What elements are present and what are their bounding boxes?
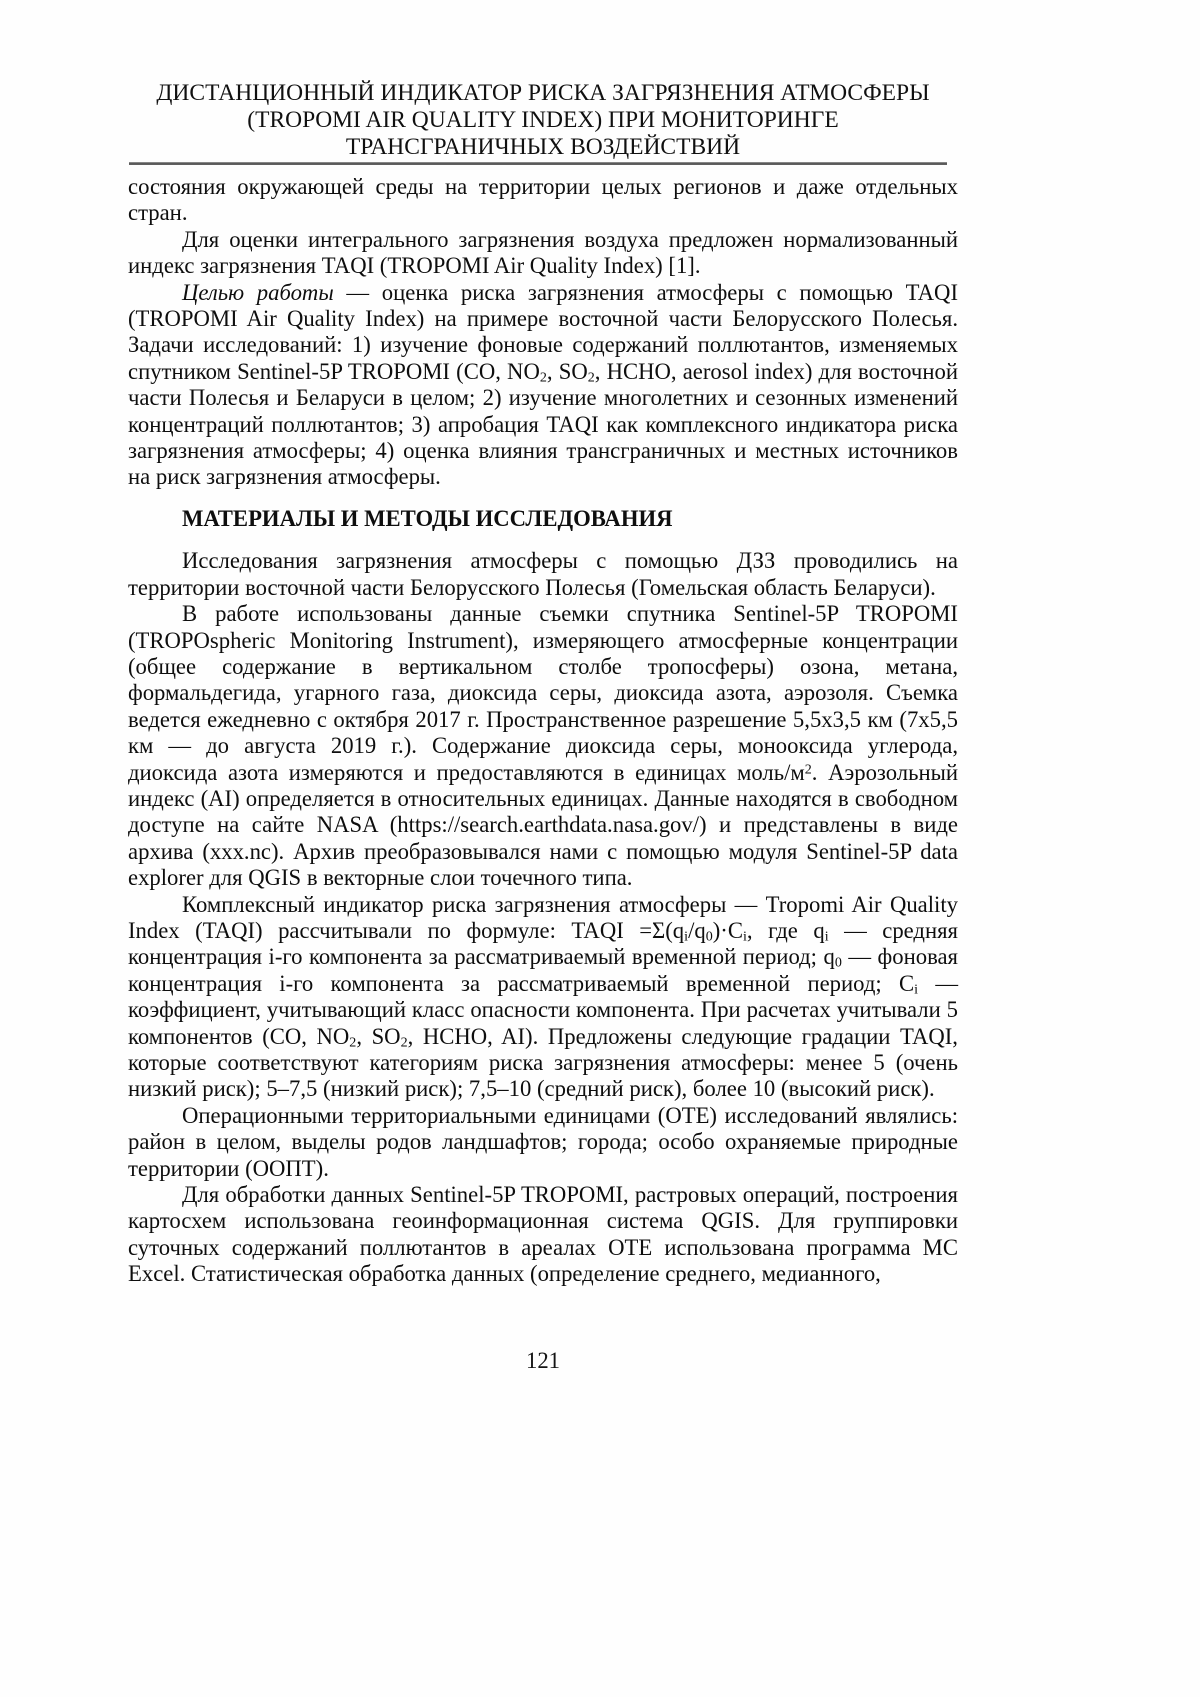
- paragraph-goal-and-tasks-segment-5: , HCHO, aerosol index) для восточной части Полесья и Беларуси в целом; 2) изучение многолетних и сезонных изменений концентраций поллютантов; 3) апробация TAQI как комплексного индикатора риска загрязнения атмосферы; 4) оценка влияния трансграничных и местных источников на риск загрязнения атмосферы.: [128, 358, 958, 490]
- paragraph-goal-and-tasks-segment-2: 2: [539, 369, 547, 386]
- paper-title-line-1: ДИСТАНЦИОННЫЙ ИНДИКАТОР РИСКА ЗАГРЯЗНЕНИЯ АТМОСФЕРЫ: [156, 80, 930, 106]
- paragraph-taqi-formula-segment-1: i: [684, 928, 689, 945]
- paragraph-taqi-formula-segment-13: 2: [349, 1034, 357, 1051]
- page-content: [128, 80, 958, 1288]
- paragraph-taqi-formula-segment-2: /q: [688, 917, 706, 943]
- paragraph-goal-and-tasks: [128, 280, 958, 491]
- paragraph-data-processing: [128, 1182, 958, 1288]
- paragraph-taqi-formula-segment-12: — коэффициент, учитывающий класс опасности компонента. При расчетах учитывали 5 компонентов (CO, NO: [128, 970, 958, 1049]
- paragraph-sentinel-data-segment-1: 2: [804, 761, 812, 778]
- section-heading-materials-methods-segment-0: МАТЕРИАЛЫ И МЕТОДЫ ИССЛЕДОВАНИЯ: [182, 505, 673, 531]
- paragraph-taqi-formula-segment-9: 0: [834, 954, 842, 971]
- title-divider-rule: [129, 162, 947, 165]
- paper-title-line-3: ТРАНСГРАНИЧНЫХ ВОЗДЕЙСТВИЙ: [345, 134, 741, 160]
- page-number: 121: [525, 1348, 561, 1373]
- section-heading-materials-methods: [128, 506, 958, 532]
- paragraph-taqi-proposed: [128, 227, 958, 280]
- paragraph-intro-continued: [128, 174, 958, 227]
- paragraph-goal-and-tasks-segment-4: 2: [587, 369, 595, 386]
- paragraph-taqi-formula-segment-6: , где q: [746, 917, 825, 943]
- paragraph-taqi-formula-segment-7: i: [824, 928, 829, 945]
- paragraph-taqi-formula-segment-15: 2: [400, 1034, 408, 1051]
- paragraph-taqi-formula-segment-0: Комплексный индикатор риска загрязнения атмосферы — Tropomi Air Quality Index (TAQI) рассчитывали по формуле: TAQI =Σ(q: [128, 891, 958, 943]
- paragraph-taqi-formula-segment-10: — фоновая концентрация i-го компонента за рассматриваемый временной период; C: [128, 944, 958, 996]
- paragraph-taqi-formula-segment-4: )·C: [712, 917, 743, 943]
- paragraph-sentinel-data: [128, 601, 958, 891]
- paragraph-study-area-segment-0: Исследования загрязнения атмосферы с помощью ДЗЗ проводились на территории восточной части Белорусского Полесья (Гомельская область Беларуси).: [128, 548, 958, 600]
- body-text: [128, 174, 958, 1288]
- paragraph-territorial-units-segment-0: Операционными территориальными единицами (ОТЕ) исследований являлись: район в целом, выделы родов ландшафтов; города; особо охраняемые природные территории (ООПТ).: [128, 1102, 958, 1181]
- paragraph-taqi-formula-segment-5: i: [743, 928, 747, 945]
- paragraph-territorial-units: [128, 1103, 958, 1182]
- paragraph-taqi-formula-segment-16: , HCHO, AI). Предложены следующие градации TAQI, которые соответствуют категориям риска загрязнения атмосферы: менее 5 (очень низкий риск); 5–7,5 (низкий риск); 7,5–10 (средний риск), более 10 (высокий риск).: [128, 1023, 958, 1102]
- paragraph-taqi-proposed-segment-0: Для оценки интегрального загрязнения воздуха предложен нормализованный индекс загрязнения TAQI (TROPOMI Air Quality Index) [1].: [128, 226, 958, 279]
- paper-title: [128, 80, 958, 161]
- paragraph-intro-continued-segment-0: состояния окружающей среды на территории целых регионов и даже отдельных стран.: [128, 174, 958, 226]
- paragraph-taqi-formula-segment-8: — средняя концентрация i-го компонента за рассматриваемый временной период; q: [128, 917, 958, 970]
- paragraph-study-area: [128, 548, 958, 601]
- paragraph-sentinel-data-segment-2: . Аэрозольный индекс (AI) определяется в относительных единицах. Данные находятся в свободном доступе на сайте NASA (https://search.earthdata.nasa.gov/) и представлены в виде архива (xxx.nc). Архив преобразовывался нами с помощью модуля Sentinel-5P data explorer для QGIS в векторные слои точечного типа.: [128, 759, 958, 891]
- paragraph-taqi-formula-segment-3: 0: [705, 928, 713, 945]
- paragraph-sentinel-data-segment-0: В работе использованы данные съемки спутника Sentinel-5P TROPOMI (TROPOspheric Monitoring Instrument), измеряющего атмосферные концентрации (общее содержание в вертикальном столбе тропосферы) озона, метана, формальдегида, угарного газа, диоксида серы, диоксида азота, аэрозоля. Съемка ведется ежедневно с октября 2017 г. Пространственное разрешение 5,5х3,5 км (7х5,5 км — до августа 2019 г.). Содержание диоксида серы, монооксида углерода, диоксида азота измеряются и предоставляются в единицах моль/м: [128, 601, 958, 785]
- paragraph-taqi-formula-segment-11: i: [914, 981, 919, 998]
- paragraph-goal-and-tasks-segment-0: Целью работы: [182, 279, 334, 305]
- paper-title-line-2: (TROPOMI AIR QUALITY INDEX) ПРИ МОНИТОРИНГЕ: [247, 107, 839, 133]
- paragraph-data-processing-segment-0: Для обработки данных Sentinel-5P TROPOMI, растровых операций, построения картосхем использована геоинформационная система QGIS. Для группировки суточных содержаний поллютантов в ареалах ОТЕ использована программа МС Excel. Статистическая обработка данных (определение среднего, медианного,: [128, 1182, 958, 1287]
- paragraph-taqi-formula-segment-14: , SO: [356, 1023, 401, 1049]
- paragraph-goal-and-tasks-segment-3: , SO: [546, 358, 588, 384]
- paragraph-taqi-formula: [128, 892, 958, 1103]
- paragraph-goal-and-tasks-segment-1: — оценка риска загрязнения атмосферы с помощью TAQI (TROPOMI Air Quality Index) на примере восточной части Белорусского Полесья. Задачи исследований: 1) изучение фоновые содержаний поллютантов, изменяемых спутником Sentinel-5P TROPOMI (CO, NO: [128, 279, 958, 384]
